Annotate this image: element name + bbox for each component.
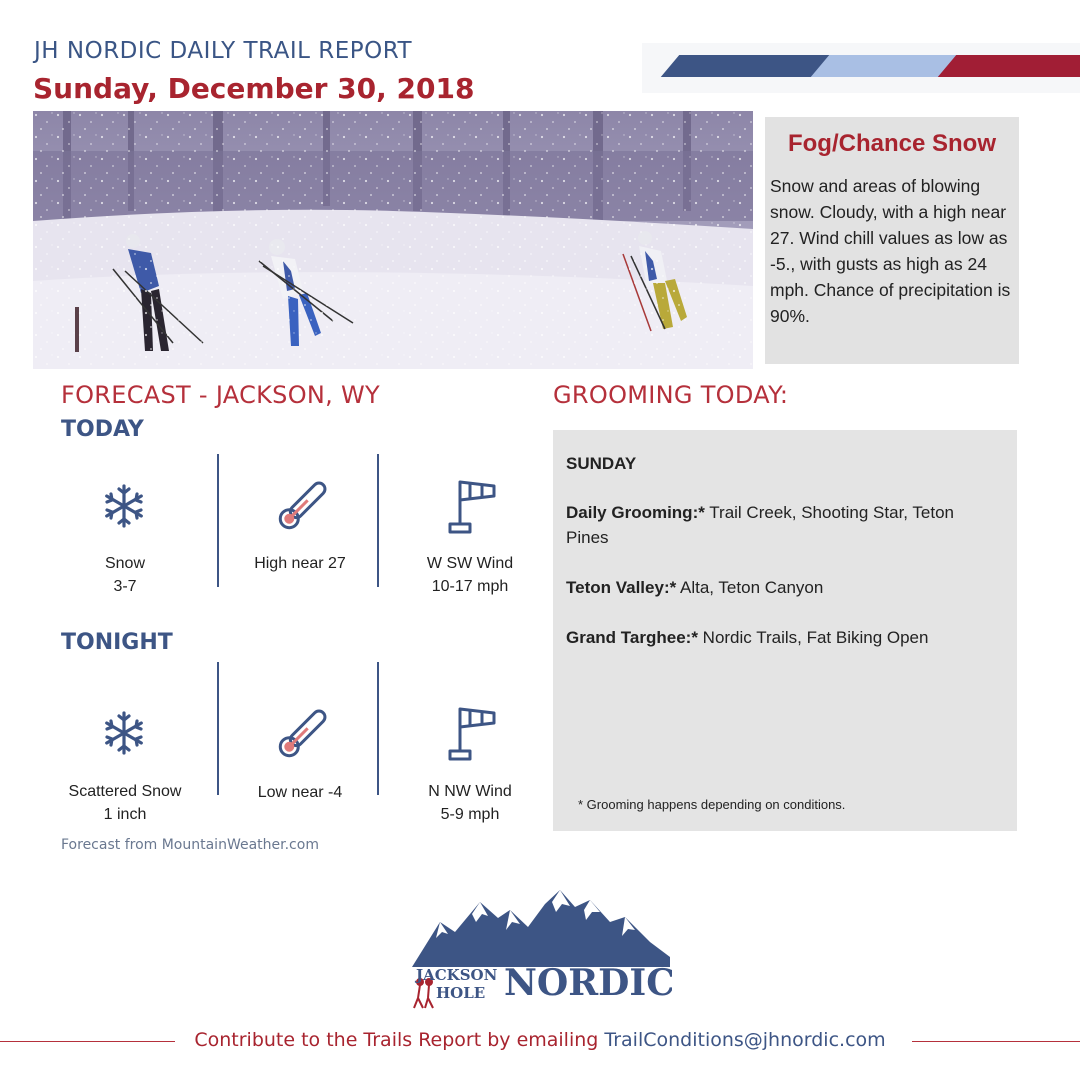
tonight-divider-2 bbox=[377, 662, 379, 795]
thermometer-icon bbox=[272, 476, 332, 541]
tonight-snow-label bbox=[40, 780, 210, 826]
grooming-panel bbox=[553, 430, 1017, 831]
tonight-wind-direction: N NW Wind bbox=[428, 783, 512, 800]
tonight-temp-label: Low near -4 bbox=[257, 784, 343, 801]
tonight-snow-amount: 1 inch bbox=[103, 806, 147, 823]
grooming-heading: GROOMING TODAY: bbox=[553, 381, 789, 409]
weather-summary-panel bbox=[765, 117, 1019, 364]
today-divider-2 bbox=[377, 454, 379, 587]
logo-nordic-text: NORDIC bbox=[504, 962, 672, 1004]
windsock-icon bbox=[448, 705, 498, 766]
grooming-item-name: Grand Targhee:* bbox=[566, 628, 698, 647]
snowflake-icon bbox=[102, 484, 146, 533]
windsock-icon bbox=[448, 478, 498, 539]
weather-condition-title: Fog/Chance Snow bbox=[787, 130, 996, 157]
logo-hole-text: HOLE bbox=[436, 984, 486, 1002]
grooming-item-value: Trail Creek, Shooting Star, Teton Pines bbox=[566, 503, 955, 547]
grooming-day: SUNDAY bbox=[566, 454, 637, 473]
jackson-hole-nordic-logo bbox=[410, 882, 672, 1012]
report-date: Sunday, December 30, 2018 bbox=[33, 72, 475, 105]
grooming-item-name: Daily Grooming:* bbox=[566, 503, 705, 522]
grooming-footnote: * Grooming happens depending on conditions. bbox=[578, 797, 846, 812]
tonight-wind-label bbox=[385, 780, 555, 826]
footer-text: Contribute to the Trails Report by emailing bbox=[194, 1029, 605, 1051]
weather-description: Snow and areas of blowing snow. Cloudy, with a high near 27. Wind chill values as low as -5., with gusts as high as 24 mph. Chance of precipitation is 90%. bbox=[770, 176, 1011, 326]
footer bbox=[0, 1029, 1080, 1051]
grooming-item bbox=[566, 500, 986, 550]
header-stripe-banner bbox=[642, 43, 1080, 93]
footer-email-link[interactable]: TrailConditions@jhnordic.com bbox=[604, 1029, 886, 1051]
tonight-heading: TONIGHT bbox=[61, 630, 173, 655]
grooming-item bbox=[566, 625, 986, 650]
logo-jackson-text: JACKSON bbox=[416, 966, 498, 984]
red-stripe bbox=[938, 55, 1080, 77]
grooming-item-value: Nordic Trails, Fat Biking Open bbox=[697, 628, 929, 647]
report-title: JH NORDIC DAILY TRAIL REPORT bbox=[34, 38, 413, 64]
today-heading: TODAY bbox=[61, 417, 144, 442]
tonight-divider-1 bbox=[217, 662, 219, 795]
tonight-snow-type: Scattered Snow bbox=[68, 783, 182, 800]
snowflake-icon bbox=[102, 711, 146, 760]
forecast-heading: FORECAST - JACKSON, WY bbox=[61, 381, 380, 409]
today-snow-label bbox=[40, 552, 210, 598]
grooming-item-value: Alta, Teton Canyon bbox=[676, 578, 824, 597]
today-temp-label: High near 27 bbox=[254, 555, 346, 572]
thermometer-icon bbox=[272, 704, 332, 769]
skiers-photo bbox=[33, 111, 753, 369]
today-snow-type: Snow bbox=[104, 555, 146, 572]
grooming-item bbox=[566, 575, 986, 600]
today-snow-amount: 3-7 bbox=[113, 578, 137, 595]
today-wind-label bbox=[385, 552, 555, 598]
grooming-item-name: Teton Valley:* bbox=[566, 578, 677, 597]
forecast-source-credit: Forecast from MountainWeather.com bbox=[61, 837, 319, 853]
tonight-wind-speed: 5-9 mph bbox=[440, 806, 500, 823]
today-wind-speed: 10-17 mph bbox=[431, 578, 509, 595]
today-wind-direction: W SW Wind bbox=[426, 555, 514, 572]
